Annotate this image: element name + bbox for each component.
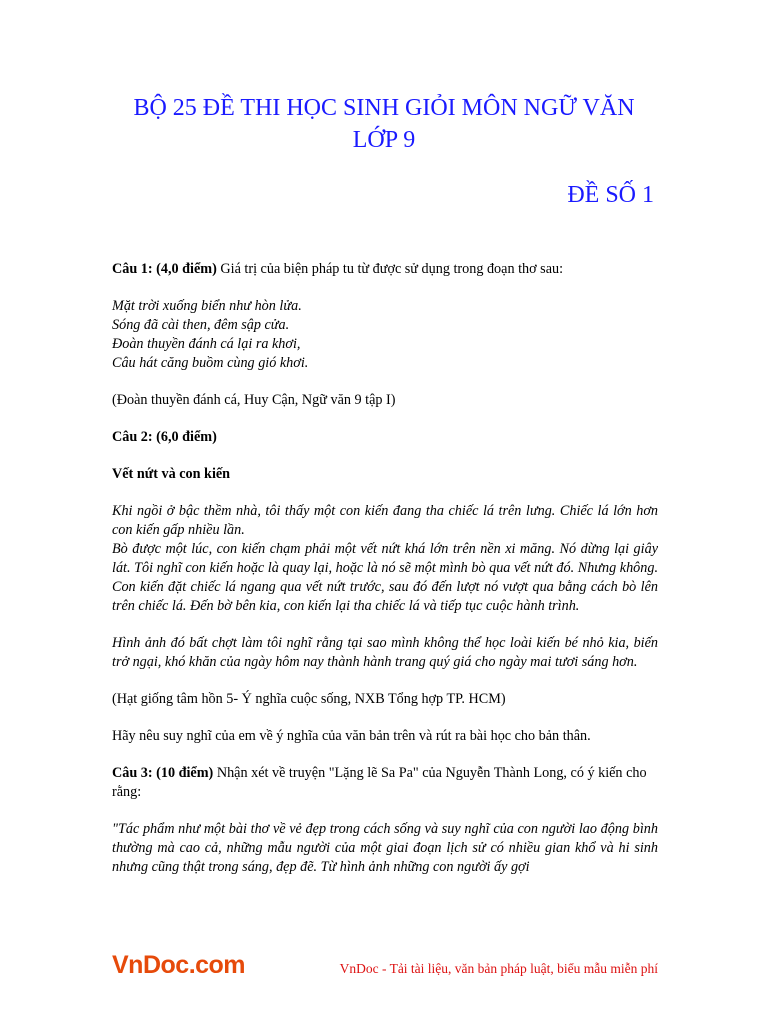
story-para-2-text: Bò được một lúc, con kiến chạm phải một vết nứt khá lớn trên nền xi măng. Nó dừng lại giây lát. Tôi nghĩ con kiến hoặc là quay lại, hoặc là nó sẽ một mình bò qua vết nứt đó. Nhưng không. Con kiến đặt chiếc lá ngang qua vết nứt trước, sau đó đến lượt nó vượt qua bằng cách bò lên trên chiếc lá. Đến bờ bên kia, con kiến lại tha chiếc lá và tiếp tục cuộc hành trình.: [112, 541, 658, 614]
story-paragraph-2: Hình ảnh đó bất chợt làm tôi nghĩ rằng tại sao mình không thể học loài kiến bé nhỏ kia, biến trở ngại, khó khăn của ngày hôm nay thành hành trang quý giá cho ngày mai tươi sáng hơn.: [112, 635, 658, 670]
title-line-2: LỚP 9: [352, 127, 416, 153]
poem-line: Đoàn thuyền đánh cá lại ra khơi,: [112, 336, 301, 352]
question-3-prompt: Nhận xét về truyện "Lặng lẽ Sa Pa" của Nguyễn Thành Long, có ý kiến cho rằng:: [112, 765, 647, 800]
page-title: [100, 92, 668, 156]
footer-tagline: VnDoc - Tải tài liệu, văn bản pháp luật, biểu mẫu miễn phí: [339, 961, 658, 976]
story-title: Vết nứt và con kiến: [112, 466, 231, 482]
story-para-1-text: Khi ngồi ở bậc thềm nhà, tôi thấy một con kiến đang tha chiếc lá trên lưng. Chiếc lá lớn hơn con kiến gấp nhiều lần.: [112, 503, 658, 538]
logo-vndoc-text: VnDoc: [112, 951, 189, 979]
question-2-label: Câu 2: (6,0 điểm): [112, 429, 217, 445]
question-3-label: Câu 3: (10 điểm): [112, 765, 214, 781]
poem-source: (Đoàn thuyền đánh cá, Huy Cận, Ngữ văn 9 tập I): [112, 392, 396, 408]
question-1-prompt: Giá trị của biện pháp tu từ được sử dụng trong đoạn thơ sau:: [216, 261, 564, 277]
question-1-label: Câu 1: (4,0 điểm): [112, 261, 217, 277]
question-3: [112, 764, 658, 802]
document-body: [112, 260, 658, 895]
title-line-1: BỘ 25 ĐỀ THI HỌC SINH GIỎI MÔN NGỮ VĂN: [133, 95, 635, 121]
poem-line: Sóng đã cài then, đêm sập cửa.: [112, 317, 290, 333]
story-source: (Hạt giống tâm hồn 5- Ý nghĩa cuộc sống, NXB Tổng hợp TP. HCM): [112, 691, 506, 707]
poem-line: Câu hát căng buồm cùng gió khơi.: [112, 355, 309, 371]
question-1: [112, 260, 658, 279]
vndoc-logo[interactable]: [112, 951, 245, 980]
poem: [112, 297, 658, 373]
logo-com-text: .com: [188, 951, 246, 979]
exam-number: ĐỀ SỐ 1: [567, 182, 654, 208]
question-3-quote: "Tác phẩm như một bài thơ về vẻ đẹp trong cách sống và suy nghĩ của con người lao động bình thường mà cao cả, những mẫu người của một giai đoạn lịch sử có nhiều gian khổ và hi sinh nhưng cũng thật trong sáng, đẹp đẽ. Từ hình ảnh những con người ấy gợi: [112, 821, 658, 875]
poem-line: Mặt trời xuống biển như hòn lửa.: [112, 298, 302, 314]
story-paragraph-1: [112, 502, 658, 616]
question-2-task: Hãy nêu suy nghĩ của em về ý nghĩa của văn bản trên và rút ra bài học cho bản thân.: [112, 728, 591, 744]
